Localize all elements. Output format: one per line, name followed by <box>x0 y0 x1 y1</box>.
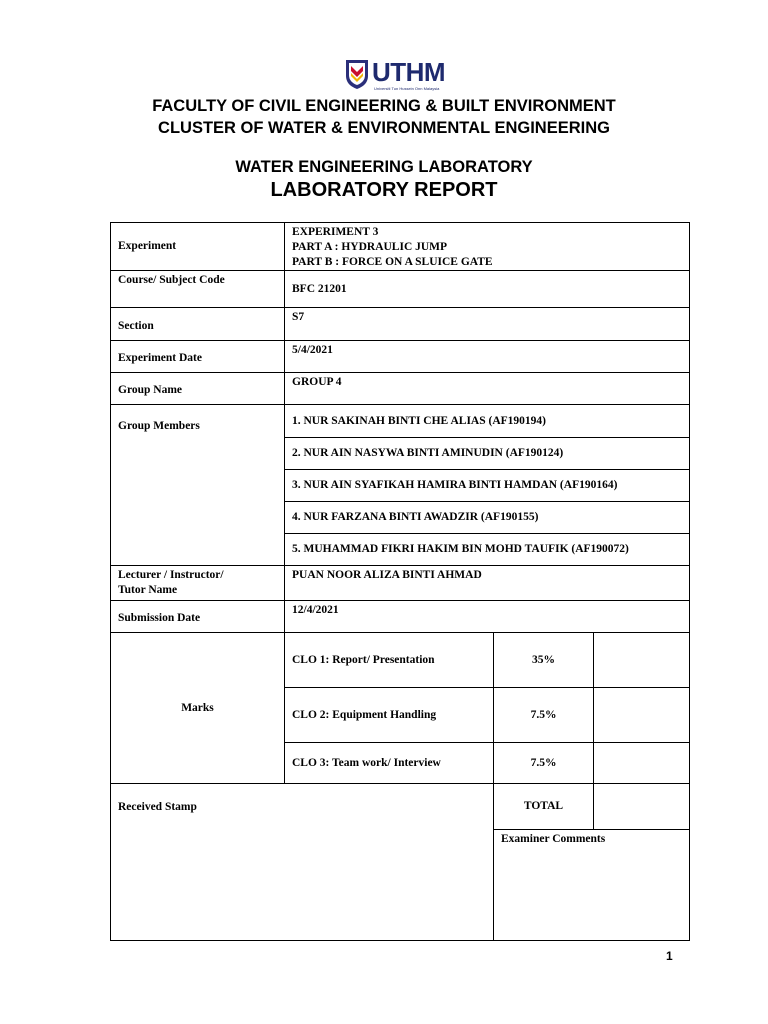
page-number: 1 <box>666 949 673 963</box>
group-label: Group Name <box>111 373 285 405</box>
cluster-heading: CLUSTER OF WATER & ENVIRONMENTAL ENGINEERING <box>158 119 610 137</box>
experiment-line: PART A : HYDRAULIC JUMP <box>292 241 448 253</box>
date-row <box>111 341 690 373</box>
examiner-comments-cell: Examiner Comments <box>494 830 690 941</box>
section-label: Section <box>111 308 285 341</box>
experiment-line: PART B : FORCE ON A SLUICE GATE <box>292 256 493 268</box>
faculty-heading: FACULTY OF CIVIL ENGINEERING & BUILT ENVIRONMENT <box>152 97 616 115</box>
total-label: TOTAL <box>494 784 594 830</box>
received-stamp-cell: Received Stamp <box>111 784 494 941</box>
course-row <box>111 271 690 308</box>
lab-heading: WATER ENGINEERING LABORATORY <box>235 158 533 176</box>
lecturer-label-line: Tutor Name <box>118 584 178 596</box>
member-row <box>111 405 690 438</box>
experiment-line: EXPERIMENT 3 <box>292 226 379 238</box>
experiment-row <box>111 223 690 271</box>
group-value: GROUP 4 <box>285 373 690 405</box>
submission-row <box>111 601 690 633</box>
experiment-value <box>285 223 690 271</box>
member-item: 5. MUHAMMAD FIKRI HAKIM BIN MOHD TAUFIK (AF190072) <box>285 534 690 566</box>
marks-row <box>111 633 690 688</box>
logo-subtitle: Universiti Tun Hussein Onn Malaysia <box>374 86 440 91</box>
clo-weight: 35% <box>494 633 594 688</box>
date-label: Experiment Date <box>111 341 285 373</box>
marks-label: Marks <box>111 633 285 784</box>
lecturer-label <box>111 566 285 601</box>
report-title: LABORATORY REPORT <box>270 179 498 201</box>
member-item: 4. NUR FARZANA BINTI AWADZIR (AF190155) <box>285 502 690 534</box>
lecturer-row <box>111 566 690 601</box>
submission-value: 12/4/2021 <box>285 601 690 633</box>
course-value: BFC 21201 <box>285 271 690 308</box>
experiment-label: Experiment <box>111 223 285 271</box>
date-value: 5/4/2021 <box>285 341 690 373</box>
report-cover-table <box>110 222 690 941</box>
member-item: 3. NUR AIN SYAFIKAH HAMIRA BINTI HAMDAN (AF190164) <box>285 470 690 502</box>
clo-score-cell <box>594 633 690 688</box>
lecturer-value: PUAN NOOR ALIZA BINTI AHMAD <box>285 566 690 601</box>
group-row <box>111 373 690 405</box>
member-item: 2. NUR AIN NASYWA BINTI AMINUDIN (AF190124) <box>285 438 690 470</box>
section-row <box>111 308 690 341</box>
clo-score-cell <box>594 743 690 784</box>
total-row <box>111 784 690 830</box>
members-label: Group Members <box>111 405 285 566</box>
member-item: 1. NUR SAKINAH BINTI CHE ALIAS (AF190194) <box>285 405 690 438</box>
logo-wordmark: UTHM <box>372 57 446 87</box>
clo-label: CLO 1: Report/ Presentation <box>285 633 494 688</box>
section-value: S7 <box>285 308 690 341</box>
course-label: Course/ Subject Code <box>111 271 285 308</box>
clo-weight: 7.5% <box>494 743 594 784</box>
submission-label: Submission Date <box>111 601 285 633</box>
clo-label: CLO 2: Equipment Handling <box>285 688 494 743</box>
clo-label: CLO 3: Team work/ Interview <box>285 743 494 784</box>
clo-score-cell <box>594 688 690 743</box>
clo-weight: 7.5% <box>494 688 594 743</box>
total-score-cell <box>594 784 690 830</box>
uthm-crest-icon <box>344 58 370 90</box>
uthm-logo <box>344 56 454 94</box>
lecturer-label-line: Lecturer / Instructor/ <box>118 569 224 581</box>
